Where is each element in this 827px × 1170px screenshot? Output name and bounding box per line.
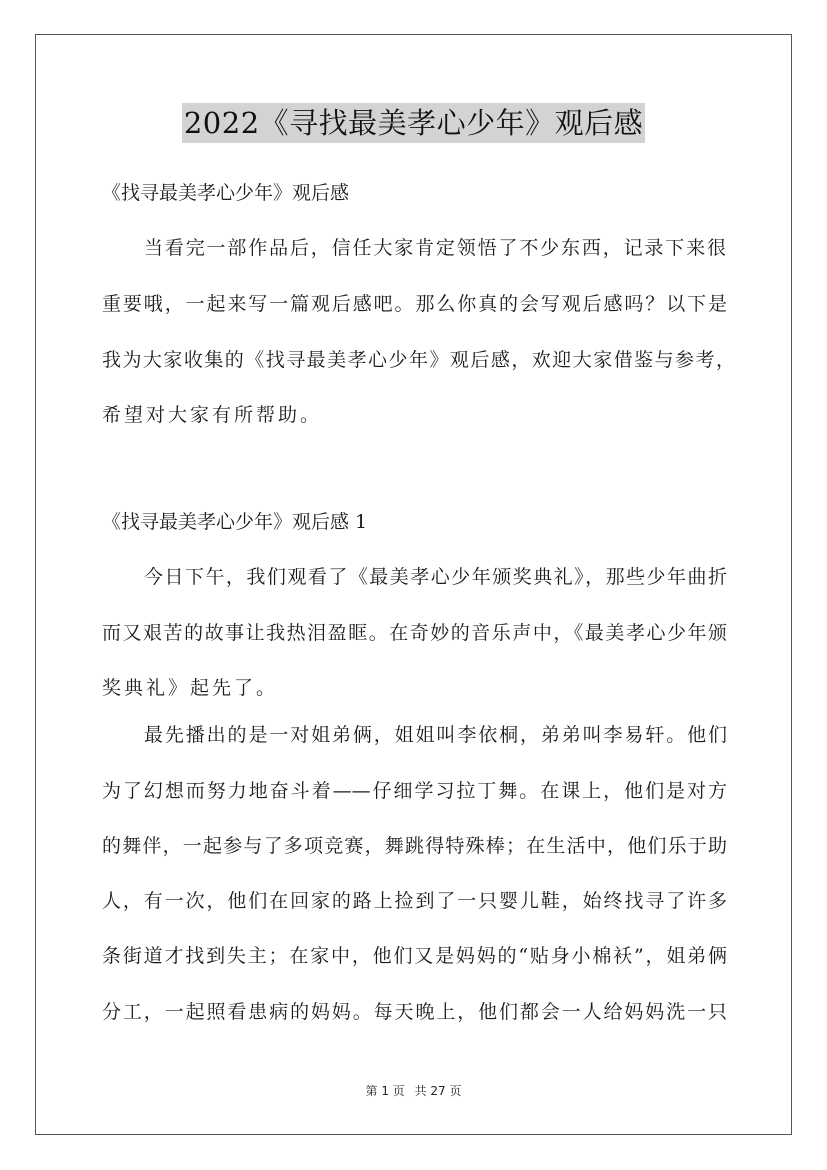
document-subtitle: 《找寻最美孝心少年》观后感 xyxy=(102,182,350,204)
intro-line-2: 重要哦，一起来写一篇观后感吧。那么你真的会写观后感吗？以下是 xyxy=(102,293,727,315)
paragraph1-line-1: 今日下午，我们观看了《最美孝心少年颁奖典礼》，那些少年曲折 xyxy=(144,566,727,588)
paragraph2-line-5: 条街道才找到失主；在家中，他们又是妈妈的“贴身小棉袄”，姐弟俩 xyxy=(102,945,727,967)
intro-line-4: 希望对大家有所帮助。 xyxy=(102,404,323,426)
section-heading: 《找寻最美孝心少年》观后感 1 xyxy=(102,511,368,533)
paragraph2-line-2: 为了幻想而努力地奋斗着——仔细学习拉丁舞。在课上，他们是对方 xyxy=(102,780,727,802)
page-footer xyxy=(0,1082,827,1099)
paragraph1-line-3: 奖典礼》起先了。 xyxy=(102,677,279,699)
document-title: 2022《寻找最美孝心少年》观后感 xyxy=(182,103,645,143)
page-total: 共 27 页 xyxy=(414,1084,462,1098)
paragraph1-line-2: 而又艰苦的故事让我热泪盈眶。在奇妙的音乐声中，《最美孝心少年颁 xyxy=(102,622,727,644)
page-number: 第 1 页 xyxy=(365,1084,405,1098)
paragraph2-line-6: 分工，一起照看患病的妈妈。每天晚上，他们都会一人给妈妈洗一只 xyxy=(102,1001,727,1023)
paragraph2-line-4: 人，有一次，他们在回家的路上捡到了一只婴儿鞋，始终找寻了许多 xyxy=(102,890,727,912)
intro-line-1: 当看完一部作品后，信任大家肯定领悟了不少东西，记录下来很 xyxy=(144,237,726,259)
paragraph2-line-3: 的舞伴，一起参与了多项竞赛，舞跳得特殊棒；在生活中，他们乐于助 xyxy=(102,835,727,857)
title-container xyxy=(0,103,827,143)
paragraph2-line-1: 最先播出的是一对姐弟俩，姐姐叫李依桐，弟弟叫李易轩。他们 xyxy=(144,724,727,746)
intro-line-3: 我为大家收集的《找寻最美孝心少年》观后感，欢迎大家借鉴与参考， xyxy=(102,349,735,371)
